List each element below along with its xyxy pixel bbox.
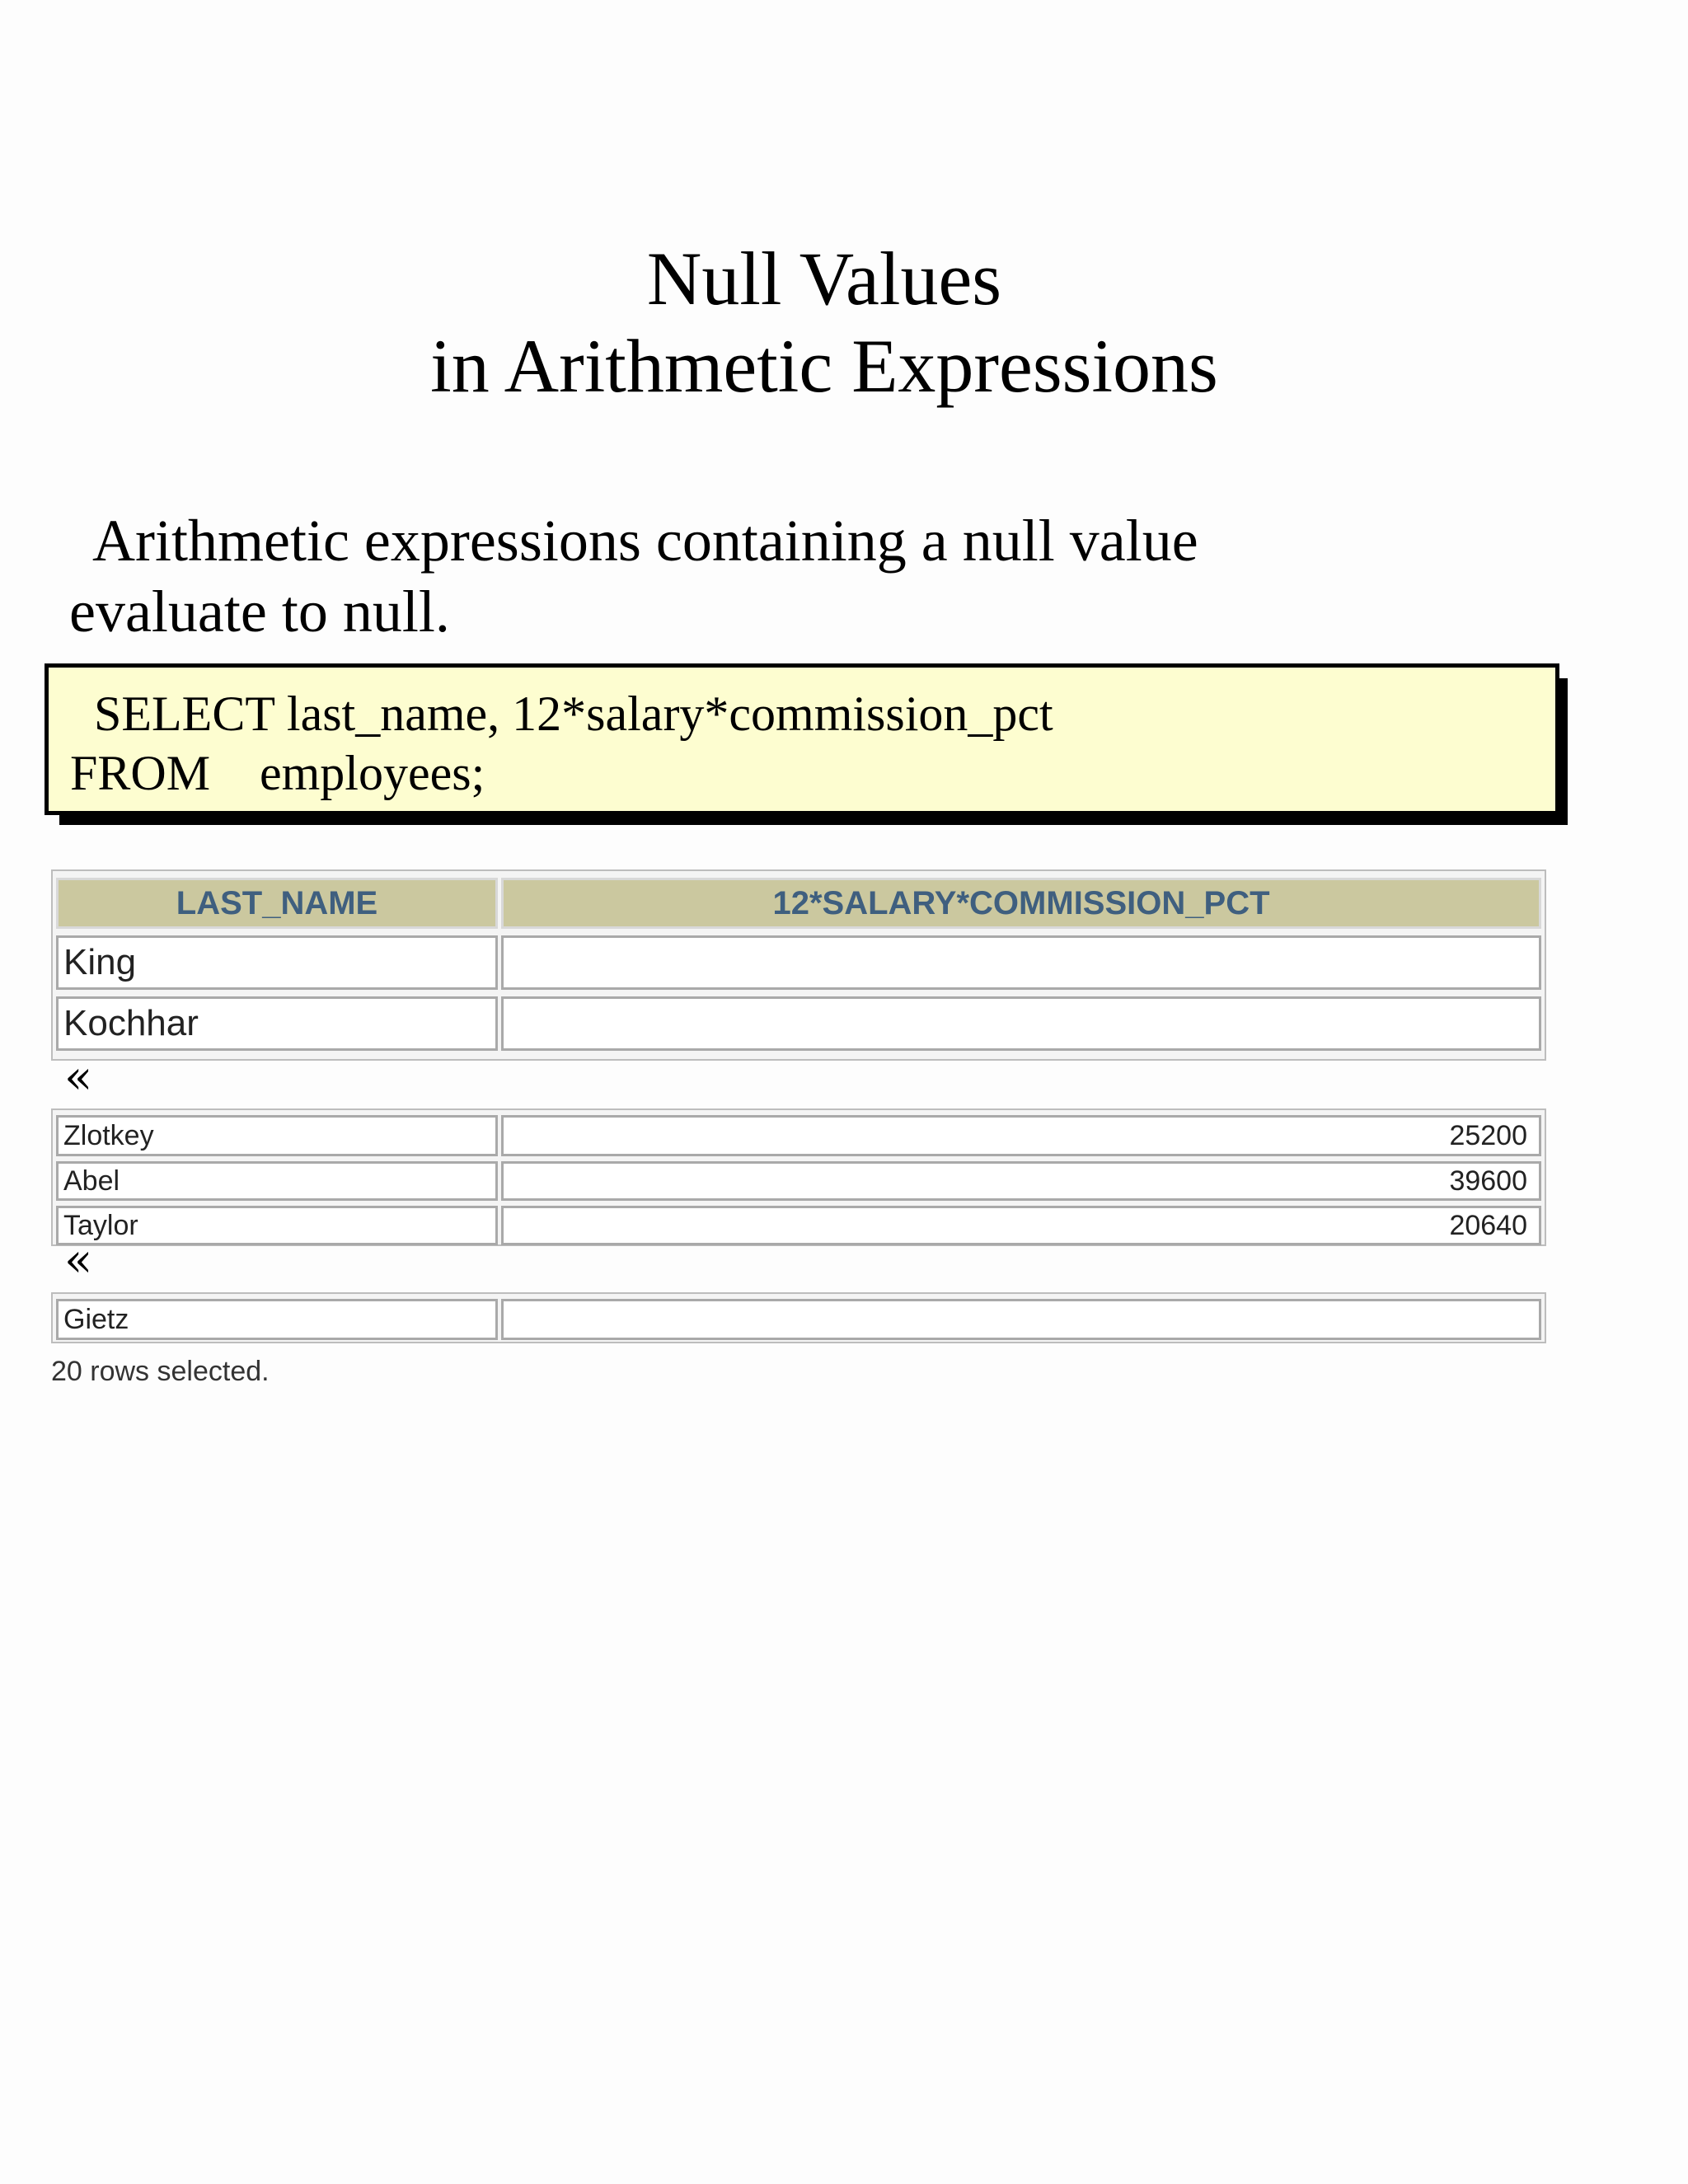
cell-expression-value (501, 996, 1541, 1051)
cell-last-name: Zlotkey (56, 1115, 498, 1156)
cell-last-name: King (56, 935, 498, 990)
table-row (53, 1115, 1545, 1156)
table-row (53, 935, 1545, 990)
column-header-last-name: LAST_NAME (56, 878, 498, 929)
cell-expression-value: 20640 (501, 1206, 1541, 1245)
page-title-line-1: Null Values (646, 237, 1002, 321)
table-row (53, 1206, 1545, 1245)
cell-expression-value: 39600 (501, 1161, 1541, 1201)
result-table-middle (51, 1108, 1546, 1246)
column-header-expression: 12*SALARY*COMMISSION_PCT (501, 878, 1541, 929)
page-title-line-2: in Arithmetic Expressions (430, 324, 1218, 408)
sql-from-line (70, 748, 485, 798)
table-header-row (53, 878, 1545, 929)
rows-omitted-marker: « (64, 1051, 93, 1104)
rows-omitted-marker: « (64, 1234, 93, 1287)
cell-last-name: Abel (56, 1161, 498, 1201)
cell-expression-value (501, 935, 1541, 990)
intro-text-line-1: Arithmetic expressions containing a null value (92, 508, 1198, 574)
cell-last-name: Kochhar (56, 996, 498, 1051)
cell-expression-value: 25200 (501, 1115, 1541, 1156)
sql-code-box (45, 663, 1559, 815)
intro-text-line-2: evaluate to null. (69, 579, 450, 644)
table-row (53, 1161, 1545, 1201)
rows-selected-footer: 20 rows selected. (51, 1356, 270, 1387)
result-table-top (51, 869, 1546, 1061)
sql-from-table: employees; (260, 746, 485, 800)
cell-last-name: Gietz (56, 1299, 498, 1340)
result-table-bottom (51, 1292, 1546, 1343)
sql-from-keyword: FROM (70, 746, 211, 800)
cell-last-name: Taylor (56, 1206, 498, 1245)
cell-expression-value (501, 1299, 1541, 1340)
sql-select-line: SELECT last_name, 12*salary*commission_pct (94, 687, 1053, 741)
table-row (53, 1299, 1545, 1340)
table-row (53, 996, 1545, 1051)
